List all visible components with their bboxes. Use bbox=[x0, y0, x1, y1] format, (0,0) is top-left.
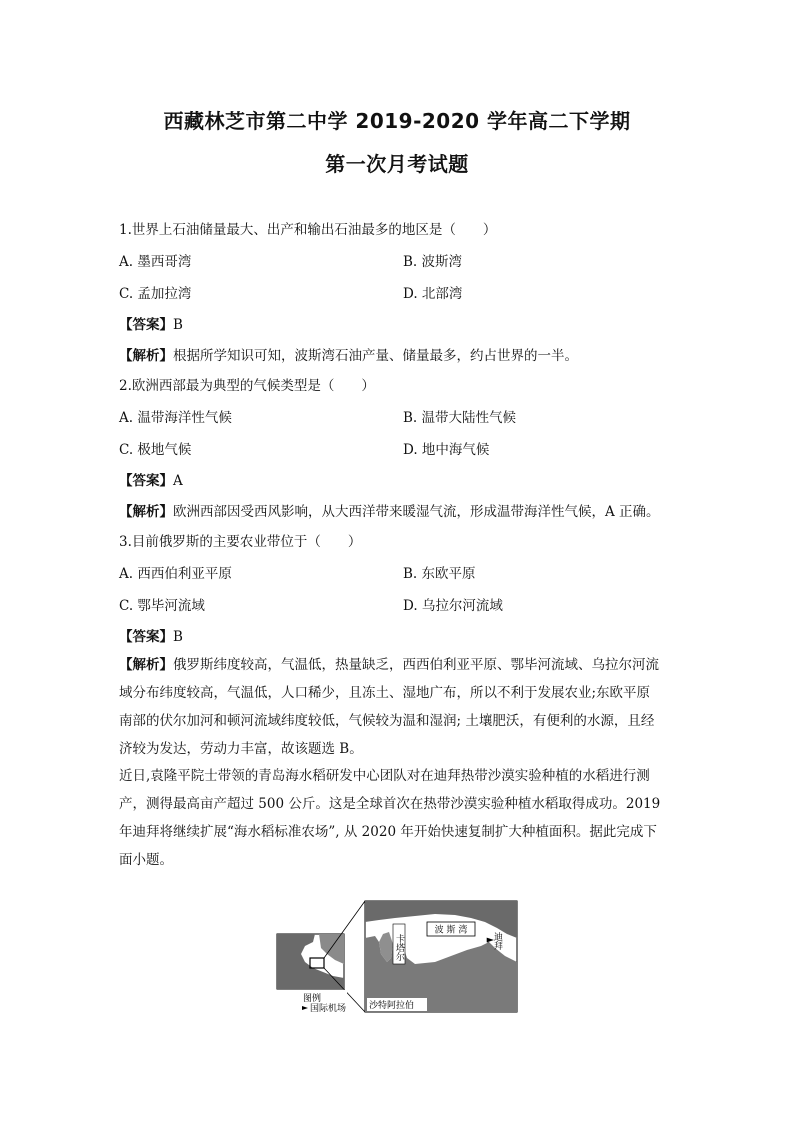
material-line-4: 面小题。 bbox=[119, 852, 173, 868]
analysis-line-1 bbox=[119, 651, 679, 679]
question-1-option-b: B. 波斯湾 bbox=[403, 254, 463, 270]
material-line-1: 近日,袁隆平院士带领的青岛海水稻研发中心团队对在迪拜热带沙漠实验种植的水稻进行测 bbox=[119, 768, 650, 784]
saudi-label: 沙特阿拉伯 bbox=[369, 1001, 415, 1011]
answer-value: B bbox=[173, 317, 183, 333]
question-1-option-c: C. 孟加拉湾 bbox=[119, 286, 192, 302]
legend-airport-label: 国际机场 bbox=[310, 1004, 347, 1014]
question-1-analysis bbox=[119, 344, 578, 364]
answer-label: 【答案】 bbox=[119, 317, 173, 333]
question-1-stem: 1.世界上石油储量最大、出产和输出石油最多的地区是（ ） bbox=[119, 222, 497, 238]
question-2-stem: 2.欧洲西部最为典型的气候类型是（ ） bbox=[119, 378, 375, 394]
question-3-option-c: C. 鄂毕河流域 bbox=[119, 598, 205, 614]
question-2-option-a: A. 温带海洋性气候 bbox=[119, 410, 232, 426]
question-1-option-a: A. 墨西哥湾 bbox=[119, 254, 192, 270]
answer-label: 【答案】 bbox=[119, 473, 173, 489]
question-2-option-c: C. 极地气候 bbox=[119, 442, 192, 458]
analysis-text: 根据所学知识可知，波斯湾石油产量、储量最多，约占世界的一半。 bbox=[173, 348, 578, 364]
analysis-label: 【解析】 bbox=[119, 657, 173, 673]
qatar-label: 卡塔尔 bbox=[394, 934, 404, 961]
document-title-line1: 西藏林芝市第二中学 2019-2020 学年高二下学期 bbox=[163, 109, 631, 133]
question-3-stem: 3.目前俄罗斯的主要农业带位于（ ） bbox=[119, 534, 362, 550]
analysis-label: 【解析】 bbox=[119, 348, 173, 364]
material-line-3: 年迪拜将继续扩展“海水稻标准农场”, 从 2020 年开始快速复制扩大种植面积。据此完成下 bbox=[119, 824, 657, 840]
analysis-text: 俄罗斯纬度较高，气温低，热量缺乏，西西伯利亚平原、鄂毕河流域、乌拉尔河流 bbox=[173, 657, 659, 673]
question-3-option-a: A. 西西伯利亚平原 bbox=[119, 566, 232, 582]
persian-gulf-map bbox=[275, 898, 520, 1015]
dubai-label: 迪拜 bbox=[492, 932, 502, 950]
answer-value: B bbox=[173, 629, 183, 645]
answer-value: A bbox=[173, 473, 183, 489]
analysis-text: 欧洲西部因受西风影响，从大西洋带来暖湿气流，形成温带海洋性气候，A 正确。 bbox=[173, 504, 660, 520]
question-2-option-b: B. 温带大陆性气候 bbox=[403, 410, 517, 426]
material-line-2: 产，测得最高亩产超过 500 公斤。这是全球首次在热带沙漠实验种植水稻取得成功。2019 bbox=[119, 796, 661, 812]
question-2-analysis bbox=[119, 500, 660, 520]
question-1-answer bbox=[119, 313, 183, 333]
legend-title: 图例 bbox=[303, 994, 322, 1004]
question-2-option-d: D. 地中海气候 bbox=[403, 442, 490, 458]
analysis-line-3: 南部的伏尔加河和顿河流域纬度较低，气候较为温和湿润; 土壤肥沃，有便利的水源，且经 bbox=[119, 713, 655, 729]
question-2-answer bbox=[119, 469, 183, 489]
question-3-answer bbox=[119, 625, 183, 645]
document-title-line2: 第一次月考试题 bbox=[325, 152, 469, 176]
gulf-label: 波 斯 湾 bbox=[434, 925, 468, 936]
question-3-option-d: D. 乌拉尔河流域 bbox=[403, 598, 503, 614]
analysis-line-2: 域分布纬度较高，气温低，人口稀少，且冻土、湿地广布，所以不利于发展农业;东欧平原 bbox=[119, 685, 651, 701]
answer-label: 【答案】 bbox=[119, 629, 173, 645]
question-3-option-b: B. 东欧平原 bbox=[403, 566, 476, 582]
analysis-label: 【解析】 bbox=[119, 504, 173, 520]
question-1-option-d: D. 北部湾 bbox=[403, 286, 463, 302]
question-3-analysis bbox=[119, 651, 679, 763]
analysis-line-4: 济较为发达，劳动力丰富，故该题选 B。 bbox=[119, 741, 363, 757]
material-paragraph bbox=[119, 762, 679, 874]
